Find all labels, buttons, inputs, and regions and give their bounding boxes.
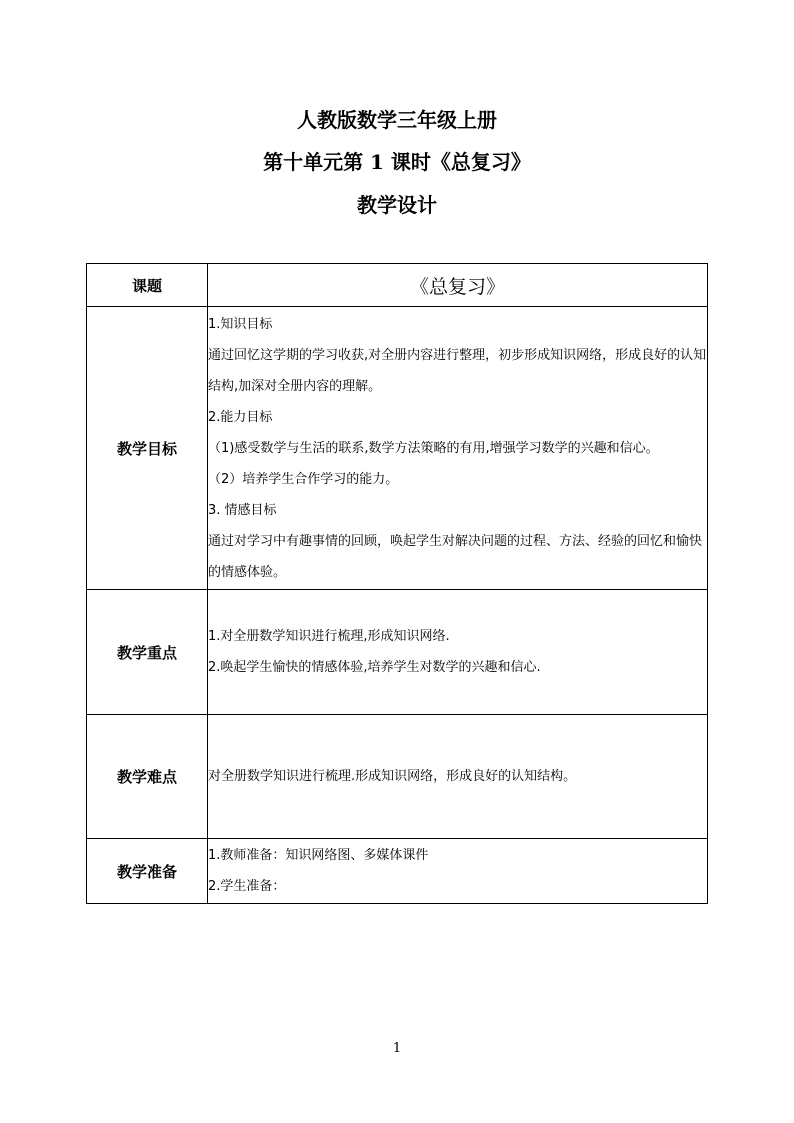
lesson-plan-table [86, 263, 708, 904]
objective-line: （1)感受数学与生活的联系,数学方法策略的有用,增强学习数学的兴趣和信心。 [208, 440, 659, 456]
table-row-difficulties [87, 715, 708, 839]
difficulties-label: 教学难点 [87, 715, 208, 839]
objective-line: 3. 情感目标 [208, 502, 277, 518]
preparation-content [208, 839, 708, 904]
difficulties-content [208, 715, 708, 839]
key-points-content [208, 590, 708, 715]
topic-label: 课题 [87, 264, 208, 307]
table-row-preparation [87, 839, 708, 904]
objective-line: （2）培养学生合作学习的能力。 [208, 471, 399, 487]
key-points-label: 教学重点 [87, 590, 208, 715]
page-number: 1 [392, 1041, 402, 1056]
table-row-topic [87, 264, 708, 307]
objective-line: 通过回忆这学期的学习收获,对全册内容进行整理，初步形成知识网络，形成良好的认知结构,加深对全册内容的理解。 [208, 347, 707, 394]
objectives-label: 教学目标 [87, 307, 208, 590]
preparation-line: 1.教师准备：知识网络图、多媒体课件 [208, 848, 429, 863]
topic-value: 《总复习》 [208, 264, 708, 307]
document-type: 教学设计 [357, 193, 437, 217]
document-title: 人教版数学三年级上册 [297, 108, 497, 132]
objectives-content [208, 307, 708, 590]
objective-line: 通过对学习中有趣事情的回顾，唤起学生对解决问题的过程、方法、经验的回忆和愉快的情感体验。 [208, 533, 703, 580]
key-point-line: 2.唤起学生愉快的情感体验,培养学生对数学的兴趣和信心. [208, 660, 541, 675]
preparation-line: 2.学生准备： [208, 879, 286, 894]
preparation-label: 教学准备 [87, 839, 208, 904]
objective-line: 2.能力目标 [208, 409, 273, 425]
difficulty-line: 对全册数学知识进行梳理.形成知识网络，形成良好的认知结构。 [208, 769, 577, 784]
objective-line: 1.知识目标 [208, 316, 273, 332]
table-row-key-points [87, 590, 708, 715]
table-row-objectives [87, 307, 708, 590]
key-point-line: 1.对全册数学知识进行梳理,形成知识网络. [208, 629, 450, 644]
lesson-subtitle: 第十单元第 1 课时《总复习》 [263, 150, 531, 174]
